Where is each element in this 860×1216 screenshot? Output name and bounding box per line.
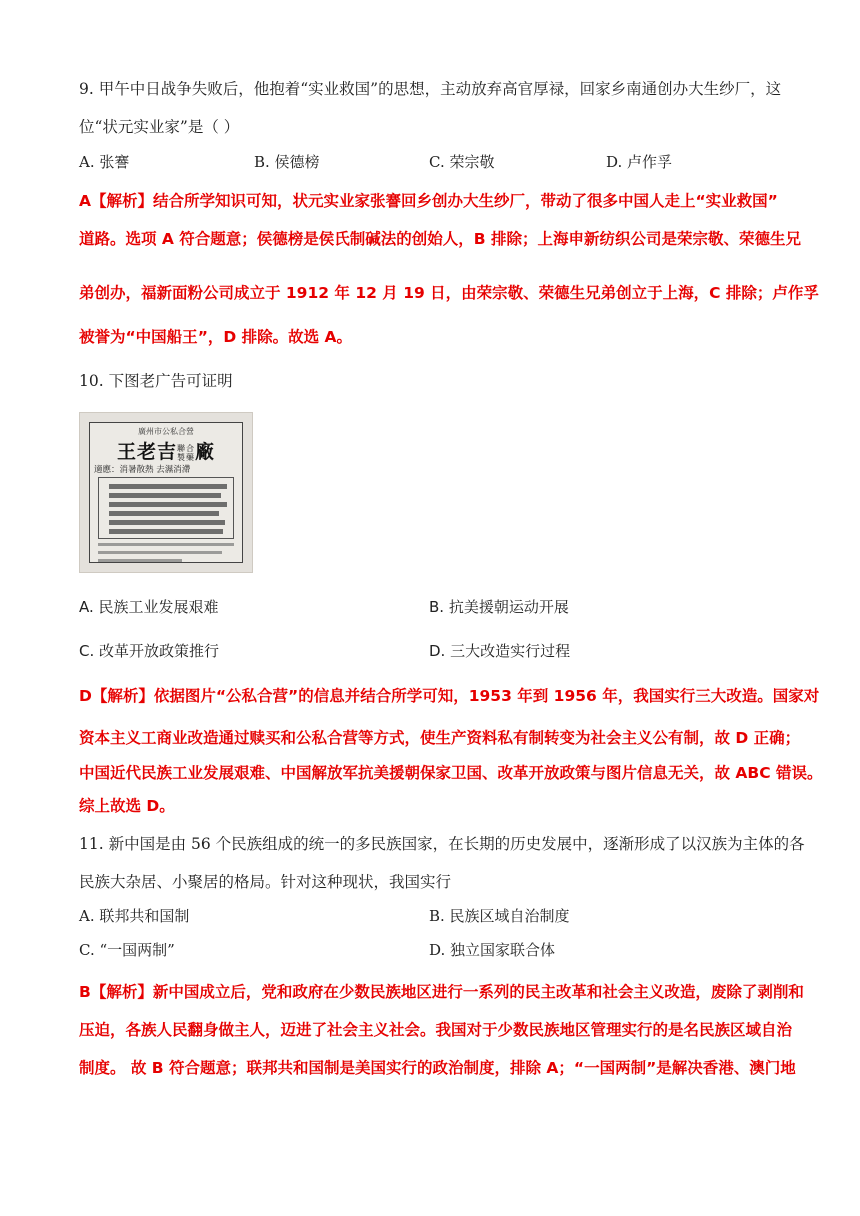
q10-analysis-line3: 中国近代民族工业发展艰难、中国解放军抗美援朝保家卫国、改革开放政策与图片信息无关，故 ABC 错误。	[79, 764, 823, 782]
q10-option-d: D. 三大改造实行过程	[429, 642, 571, 660]
q11-analysis-line2: 压迫，各族人民翻身做主人，迈进了社会主义社会。我国对于少数民族地区管理实行的是名民族区域自治	[79, 1021, 793, 1039]
q11-stem-line1: 11. 新中国是由 56 个民族组成的统一的多民族国家，在长期的历史发展中，逐渐形成了以汉族为主体的各	[79, 835, 805, 853]
q10-option-a: A. 民族工业发展艰难	[79, 598, 219, 616]
q11-option-a: A. 联邦共和国制	[79, 907, 190, 925]
q9-analysis-line2: 道路。选项 A 符合题意；侯德榜是侯氏制碱法的创始人，B 排除；上海申新纺织公司是荣宗敬、荣德生兄	[79, 230, 802, 248]
q10-analysis-line2: 资本主义工商业改造通过赎买和公私合营等方式，使生产资料私有制转变为社会主义公有制，故 D 正确；	[79, 729, 801, 747]
q11-option-d: D. 独立国家联合体	[429, 941, 556, 959]
q11-stem-line2: 民族大杂居、小聚居的格局。针对这种现状，我国实行	[79, 873, 452, 891]
q9-analysis-line1: A【解析】结合所学知识可知，状元实业家张謇回乡创办大生纱厂，带动了很多中国人走上“实业救国”	[79, 192, 778, 210]
ad-product-list	[98, 477, 234, 539]
q9-option-d: D. 卢作孚	[606, 153, 673, 171]
old-advertisement-image	[79, 412, 253, 573]
q9-stem-line2: 位“状元实业家”是（ ）	[79, 118, 240, 136]
ad-subtitle: 適應：消暑散熱 去濕消滯	[94, 465, 191, 475]
q9-option-b: B. 侯德榜	[254, 153, 320, 171]
q10-stem: 10. 下图老广告可证明	[79, 372, 233, 390]
q9-option-a: A. 张謇	[79, 153, 130, 171]
ad-header: 廣州市公私合營	[138, 427, 194, 436]
ad-title: 王老吉聯合 製藥廠	[116, 441, 216, 463]
q9-option-c: C. 荣宗敬	[429, 153, 495, 171]
q9-analysis-line3: 弟创办，福新面粉公司成立于 1912 年 12 月 19 日，由荣宗敬、荣德生兄弟创立于上海，C 排除；卢作孚	[79, 284, 819, 302]
q11-option-b: B. 民族区域自治制度	[429, 907, 570, 925]
q11-analysis-line3: 制度。 故 B 符合题意；联邦共和国制是美国实行的政治制度，排除 A；“一国两制”是解决香港、澳门地	[79, 1059, 796, 1077]
q10-analysis-line4: 综上故选 D。	[79, 797, 175, 815]
q9-analysis-line4: 被誉为“中国船王”，D 排除。故选 A。	[79, 328, 353, 346]
q10-option-b: B. 抗美援朝运动开展	[429, 598, 569, 616]
q11-analysis-line1: B【解析】新中国成立后，党和政府在少数民族地区进行一系列的民主改革和社会主义改造，废除了剥削和	[79, 983, 804, 1001]
q11-option-c: C. “一国两制”	[79, 941, 175, 959]
q10-option-c: C. 改革开放政策推行	[79, 642, 220, 660]
q9-stem-line1: 9. 甲午中日战争失败后，他抱着“实业救国”的思想，主动放弃高官厚禄，回家乡南通创办大生纱厂，这	[79, 80, 782, 98]
q10-analysis-line1: D【解析】依据图片“公私合营”的信息并结合所学可知，1953 年到 1956 年，我国实行三大改造。国家对	[79, 687, 820, 705]
